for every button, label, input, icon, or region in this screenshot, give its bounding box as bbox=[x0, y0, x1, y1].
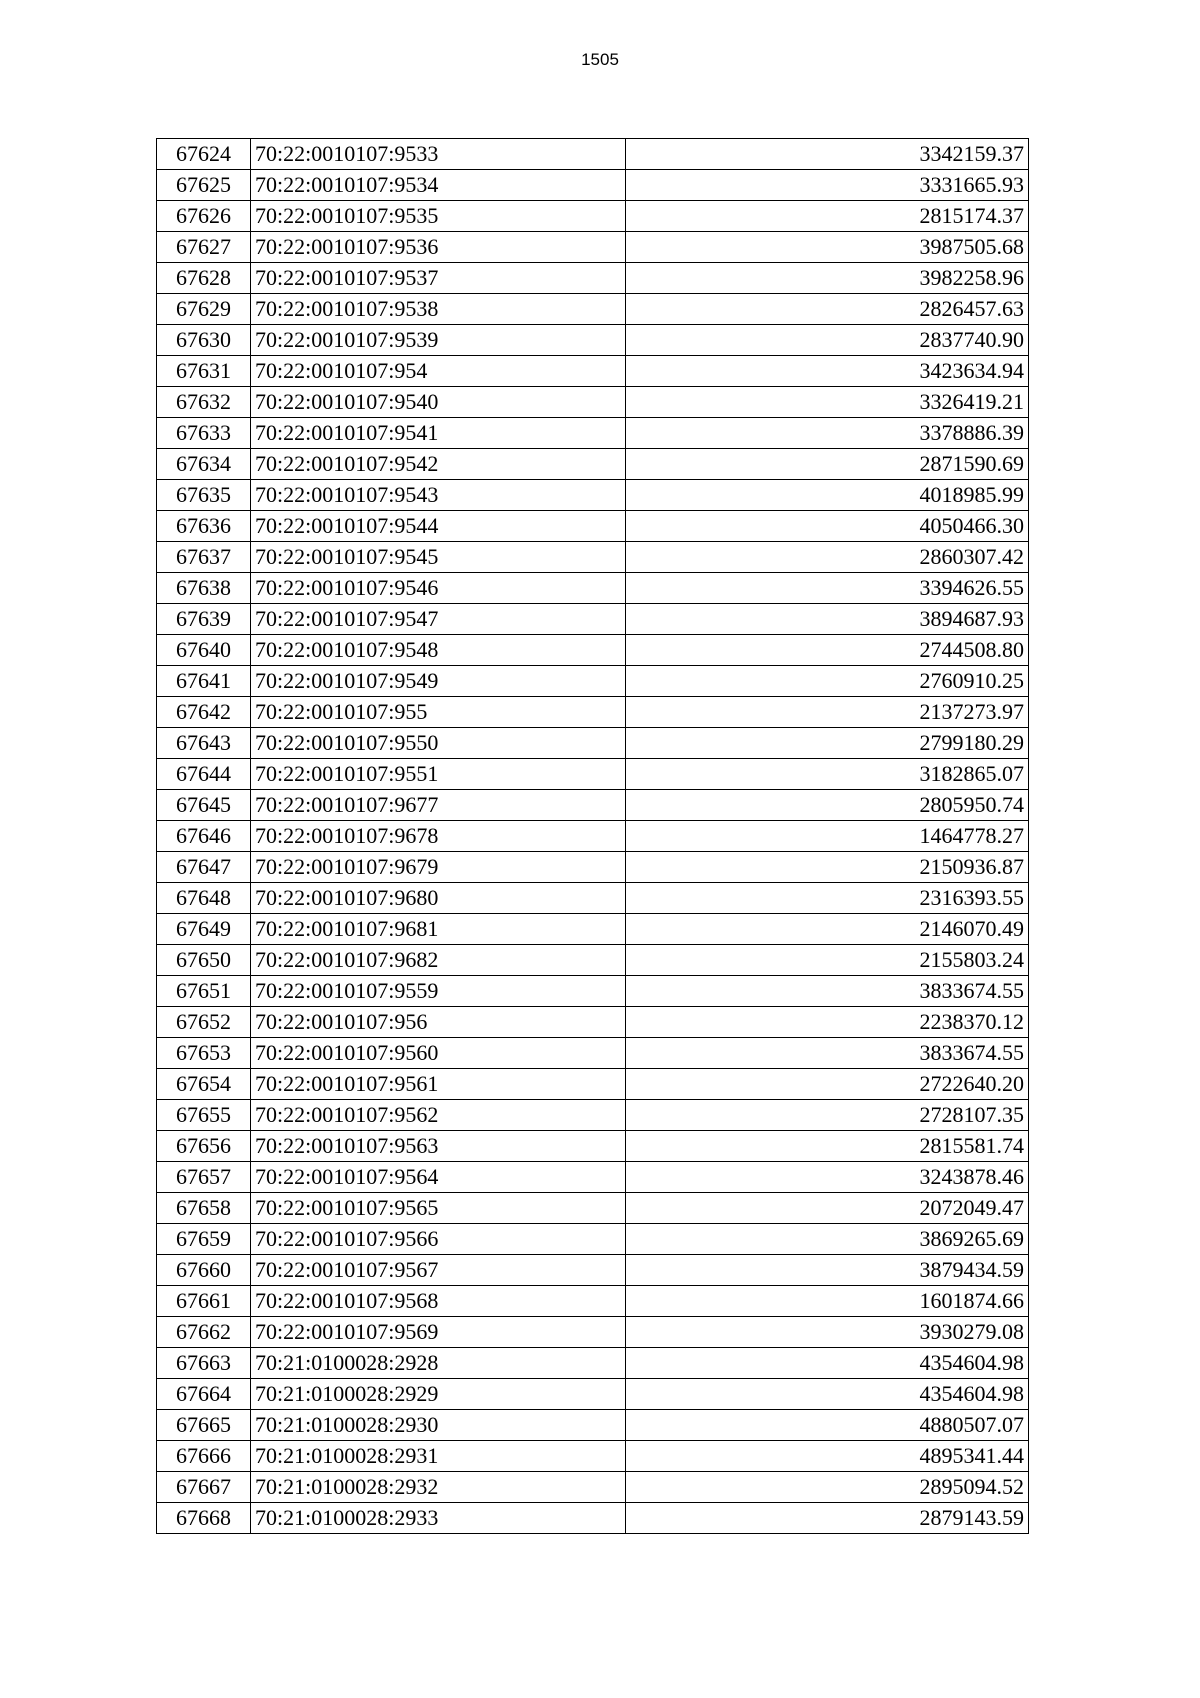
row-number-cell: 67666 bbox=[157, 1441, 251, 1472]
row-number-cell: 67630 bbox=[157, 325, 251, 356]
table-row bbox=[157, 728, 1029, 759]
cadastral-number-cell: 70:22:0010107:9549 bbox=[251, 666, 626, 697]
table-row bbox=[157, 480, 1029, 511]
cadastral-value-cell: 2744508.80 bbox=[626, 635, 1029, 666]
row-number-cell: 67647 bbox=[157, 852, 251, 883]
cadastral-value-cell: 2728107.35 bbox=[626, 1100, 1029, 1131]
row-number-cell: 67652 bbox=[157, 1007, 251, 1038]
table-row bbox=[157, 542, 1029, 573]
row-number-cell: 67624 bbox=[157, 139, 251, 170]
table-row bbox=[157, 1441, 1029, 1472]
table-row bbox=[157, 1379, 1029, 1410]
cadastral-value-cell: 2799180.29 bbox=[626, 728, 1029, 759]
cadastral-number-cell: 70:22:0010107:9547 bbox=[251, 604, 626, 635]
cadastral-value-cell: 3987505.68 bbox=[626, 232, 1029, 263]
table-row bbox=[157, 1503, 1029, 1534]
cadastral-value-cell: 3342159.37 bbox=[626, 139, 1029, 170]
cadastral-value-cell: 2722640.20 bbox=[626, 1069, 1029, 1100]
cadastral-value-cell: 3394626.55 bbox=[626, 573, 1029, 604]
row-number-cell: 67636 bbox=[157, 511, 251, 542]
row-number-cell: 67633 bbox=[157, 418, 251, 449]
table-row bbox=[157, 759, 1029, 790]
cadastral-value-cell: 3930279.08 bbox=[626, 1317, 1029, 1348]
table-row bbox=[157, 1193, 1029, 1224]
cadastral-value-cell: 2137273.97 bbox=[626, 697, 1029, 728]
table-row bbox=[157, 573, 1029, 604]
row-number-cell: 67648 bbox=[157, 883, 251, 914]
table-row bbox=[157, 449, 1029, 480]
row-number-cell: 67657 bbox=[157, 1162, 251, 1193]
cadastral-number-cell: 70:22:0010107:9545 bbox=[251, 542, 626, 573]
table-row bbox=[157, 666, 1029, 697]
row-number-cell: 67668 bbox=[157, 1503, 251, 1534]
cadastral-number-cell: 70:21:0100028:2931 bbox=[251, 1441, 626, 1472]
cadastral-value-cell: 4018985.99 bbox=[626, 480, 1029, 511]
cadastral-value-cell: 1464778.27 bbox=[626, 821, 1029, 852]
cadastral-number-cell: 70:22:0010107:9539 bbox=[251, 325, 626, 356]
cadastral-number-cell: 70:22:0010107:9561 bbox=[251, 1069, 626, 1100]
cadastral-value-cell: 2316393.55 bbox=[626, 883, 1029, 914]
cadastral-value-cell: 4354604.98 bbox=[626, 1348, 1029, 1379]
table-row bbox=[157, 1224, 1029, 1255]
cadastral-number-cell: 70:22:0010107:954 bbox=[251, 356, 626, 387]
table-row bbox=[157, 1100, 1029, 1131]
cadastral-number-cell: 70:22:0010107:9560 bbox=[251, 1038, 626, 1069]
row-number-cell: 67637 bbox=[157, 542, 251, 573]
table-row bbox=[157, 325, 1029, 356]
row-number-cell: 67651 bbox=[157, 976, 251, 1007]
table-row bbox=[157, 294, 1029, 325]
cadastral-number-cell: 70:22:0010107:9537 bbox=[251, 263, 626, 294]
cadastral-value-cell: 2238370.12 bbox=[626, 1007, 1029, 1038]
row-number-cell: 67628 bbox=[157, 263, 251, 294]
cadastral-value-cell: 2826457.63 bbox=[626, 294, 1029, 325]
cadastral-number-cell: 70:22:0010107:9564 bbox=[251, 1162, 626, 1193]
row-number-cell: 67634 bbox=[157, 449, 251, 480]
table-row bbox=[157, 883, 1029, 914]
table-row bbox=[157, 976, 1029, 1007]
table-row bbox=[157, 945, 1029, 976]
row-number-cell: 67638 bbox=[157, 573, 251, 604]
cadastral-number-cell: 70:22:0010107:9536 bbox=[251, 232, 626, 263]
table-row bbox=[157, 604, 1029, 635]
table-row bbox=[157, 263, 1029, 294]
cadastral-number-cell: 70:22:0010107:9548 bbox=[251, 635, 626, 666]
cadastral-value-cell: 2146070.49 bbox=[626, 914, 1029, 945]
cadastral-number-cell: 70:22:0010107:9566 bbox=[251, 1224, 626, 1255]
cadastral-value-cell: 3243878.46 bbox=[626, 1162, 1029, 1193]
cadastral-number-cell: 70:22:0010107:9542 bbox=[251, 449, 626, 480]
row-number-cell: 67653 bbox=[157, 1038, 251, 1069]
table-body bbox=[157, 139, 1029, 1534]
row-number-cell: 67645 bbox=[157, 790, 251, 821]
cadastral-number-cell: 70:21:0100028:2928 bbox=[251, 1348, 626, 1379]
row-number-cell: 67642 bbox=[157, 697, 251, 728]
cadastral-number-cell: 70:22:0010107:9677 bbox=[251, 790, 626, 821]
table-row bbox=[157, 170, 1029, 201]
cadastral-value-cell: 3894687.93 bbox=[626, 604, 1029, 635]
table-row bbox=[157, 1348, 1029, 1379]
cadastral-number-cell: 70:22:0010107:9568 bbox=[251, 1286, 626, 1317]
table-row bbox=[157, 635, 1029, 666]
cadastral-value-cell: 2871590.69 bbox=[626, 449, 1029, 480]
cadastral-value-cell: 4895341.44 bbox=[626, 1441, 1029, 1472]
cadastral-value-cell: 2860307.42 bbox=[626, 542, 1029, 573]
cadastral-value-cell: 3182865.07 bbox=[626, 759, 1029, 790]
row-number-cell: 67626 bbox=[157, 201, 251, 232]
row-number-cell: 67665 bbox=[157, 1410, 251, 1441]
row-number-cell: 67663 bbox=[157, 1348, 251, 1379]
table-row bbox=[157, 1317, 1029, 1348]
cadastral-value-cell: 3982258.96 bbox=[626, 263, 1029, 294]
cadastral-number-cell: 70:21:0100028:2933 bbox=[251, 1503, 626, 1534]
table-row bbox=[157, 1255, 1029, 1286]
cadastral-value-cell: 2837740.90 bbox=[626, 325, 1029, 356]
cadastral-number-cell: 70:22:0010107:9535 bbox=[251, 201, 626, 232]
cadastral-number-cell: 70:22:0010107:9540 bbox=[251, 387, 626, 418]
row-number-cell: 67639 bbox=[157, 604, 251, 635]
table-row bbox=[157, 1472, 1029, 1503]
table-row bbox=[157, 852, 1029, 883]
row-number-cell: 67644 bbox=[157, 759, 251, 790]
page-number: 1505 bbox=[581, 50, 619, 69]
row-number-cell: 67625 bbox=[157, 170, 251, 201]
cadastral-number-cell: 70:22:0010107:955 bbox=[251, 697, 626, 728]
cadastral-number-cell: 70:22:0010107:9565 bbox=[251, 1193, 626, 1224]
cadastral-number-cell: 70:22:0010107:9679 bbox=[251, 852, 626, 883]
cadastral-number-cell: 70:22:0010107:9546 bbox=[251, 573, 626, 604]
row-number-cell: 67660 bbox=[157, 1255, 251, 1286]
cadastral-number-cell: 70:22:0010107:956 bbox=[251, 1007, 626, 1038]
cadastral-value-cell: 2760910.25 bbox=[626, 666, 1029, 697]
row-number-cell: 67640 bbox=[157, 635, 251, 666]
cadastral-value-cell: 4880507.07 bbox=[626, 1410, 1029, 1441]
row-number-cell: 67649 bbox=[157, 914, 251, 945]
cadastral-number-cell: 70:22:0010107:9534 bbox=[251, 170, 626, 201]
cadastral-value-cell: 3326419.21 bbox=[626, 387, 1029, 418]
cadastral-number-cell: 70:22:0010107:9678 bbox=[251, 821, 626, 852]
cadastral-value-cell: 2815174.37 bbox=[626, 201, 1029, 232]
row-number-cell: 67654 bbox=[157, 1069, 251, 1100]
cadastral-number-cell: 70:22:0010107:9681 bbox=[251, 914, 626, 945]
cadastral-value-cell: 2155803.24 bbox=[626, 945, 1029, 976]
row-number-cell: 67662 bbox=[157, 1317, 251, 1348]
row-number-cell: 67661 bbox=[157, 1286, 251, 1317]
table-row bbox=[157, 697, 1029, 728]
table-row bbox=[157, 387, 1029, 418]
table-row bbox=[157, 1038, 1029, 1069]
table-row bbox=[157, 418, 1029, 449]
cadastral-value-cell: 3879434.59 bbox=[626, 1255, 1029, 1286]
table-row bbox=[157, 511, 1029, 542]
cadastral-number-cell: 70:22:0010107:9563 bbox=[251, 1131, 626, 1162]
cadastral-number-cell: 70:21:0100028:2932 bbox=[251, 1472, 626, 1503]
cadastral-value-cell: 4050466.30 bbox=[626, 511, 1029, 542]
row-number-cell: 67667 bbox=[157, 1472, 251, 1503]
cadastral-number-cell: 70:22:0010107:9544 bbox=[251, 511, 626, 542]
cadastral-value-cell: 2072049.47 bbox=[626, 1193, 1029, 1224]
table-row bbox=[157, 1410, 1029, 1441]
cadastral-value-cell: 2150936.87 bbox=[626, 852, 1029, 883]
row-number-cell: 67658 bbox=[157, 1193, 251, 1224]
row-number-cell: 67646 bbox=[157, 821, 251, 852]
cadastral-number-cell: 70:21:0100028:2930 bbox=[251, 1410, 626, 1441]
cadastral-value-cell: 2815581.74 bbox=[626, 1131, 1029, 1162]
row-number-cell: 67656 bbox=[157, 1131, 251, 1162]
table-row bbox=[157, 1131, 1029, 1162]
cadastral-value-cell: 3833674.55 bbox=[626, 1038, 1029, 1069]
table-row bbox=[157, 1286, 1029, 1317]
cadastral-value-cell: 2879143.59 bbox=[626, 1503, 1029, 1534]
cadastral-number-cell: 70:22:0010107:9562 bbox=[251, 1100, 626, 1131]
cadastral-number-cell: 70:21:0100028:2929 bbox=[251, 1379, 626, 1410]
table-row bbox=[157, 1162, 1029, 1193]
cadastral-number-cell: 70:22:0010107:9567 bbox=[251, 1255, 626, 1286]
table-row bbox=[157, 201, 1029, 232]
cadastral-number-cell: 70:22:0010107:9680 bbox=[251, 883, 626, 914]
row-number-cell: 67627 bbox=[157, 232, 251, 263]
cadastral-number-cell: 70:22:0010107:9682 bbox=[251, 945, 626, 976]
cadastral-number-cell: 70:22:0010107:9541 bbox=[251, 418, 626, 449]
table-row bbox=[157, 821, 1029, 852]
row-number-cell: 67650 bbox=[157, 945, 251, 976]
cadastral-number-cell: 70:22:0010107:9550 bbox=[251, 728, 626, 759]
cadastral-value-cell: 3869265.69 bbox=[626, 1224, 1029, 1255]
cadastral-number-cell: 70:22:0010107:9559 bbox=[251, 976, 626, 1007]
cadastral-number-cell: 70:22:0010107:9569 bbox=[251, 1317, 626, 1348]
cadastral-value-cell: 4354604.98 bbox=[626, 1379, 1029, 1410]
cadastral-number-cell: 70:22:0010107:9543 bbox=[251, 480, 626, 511]
cadastral-value-cell: 3331665.93 bbox=[626, 170, 1029, 201]
row-number-cell: 67631 bbox=[157, 356, 251, 387]
cadastral-value-cell: 3423634.94 bbox=[626, 356, 1029, 387]
table-row bbox=[157, 232, 1029, 263]
row-number-cell: 67641 bbox=[157, 666, 251, 697]
cadastral-number-cell: 70:22:0010107:9551 bbox=[251, 759, 626, 790]
row-number-cell: 67635 bbox=[157, 480, 251, 511]
row-number-cell: 67655 bbox=[157, 1100, 251, 1131]
cadastral-value-cell: 3833674.55 bbox=[626, 976, 1029, 1007]
row-number-cell: 67664 bbox=[157, 1379, 251, 1410]
cadastral-number-cell: 70:22:0010107:9538 bbox=[251, 294, 626, 325]
table-row bbox=[157, 356, 1029, 387]
row-number-cell: 67659 bbox=[157, 1224, 251, 1255]
table-row bbox=[157, 139, 1029, 170]
table-row bbox=[157, 1069, 1029, 1100]
table-row bbox=[157, 914, 1029, 945]
cadastral-number-cell: 70:22:0010107:9533 bbox=[251, 139, 626, 170]
cadastral-value-cell: 2805950.74 bbox=[626, 790, 1029, 821]
table-row bbox=[157, 1007, 1029, 1038]
row-number-cell: 67643 bbox=[157, 728, 251, 759]
cadastral-value-cell: 3378886.39 bbox=[626, 418, 1029, 449]
row-number-cell: 67632 bbox=[157, 387, 251, 418]
cadastral-value-cell: 2895094.52 bbox=[626, 1472, 1029, 1503]
cadastral-value-cell: 1601874.66 bbox=[626, 1286, 1029, 1317]
row-number-cell: 67629 bbox=[157, 294, 251, 325]
cadastral-value-table bbox=[156, 138, 1029, 1534]
table-row bbox=[157, 790, 1029, 821]
